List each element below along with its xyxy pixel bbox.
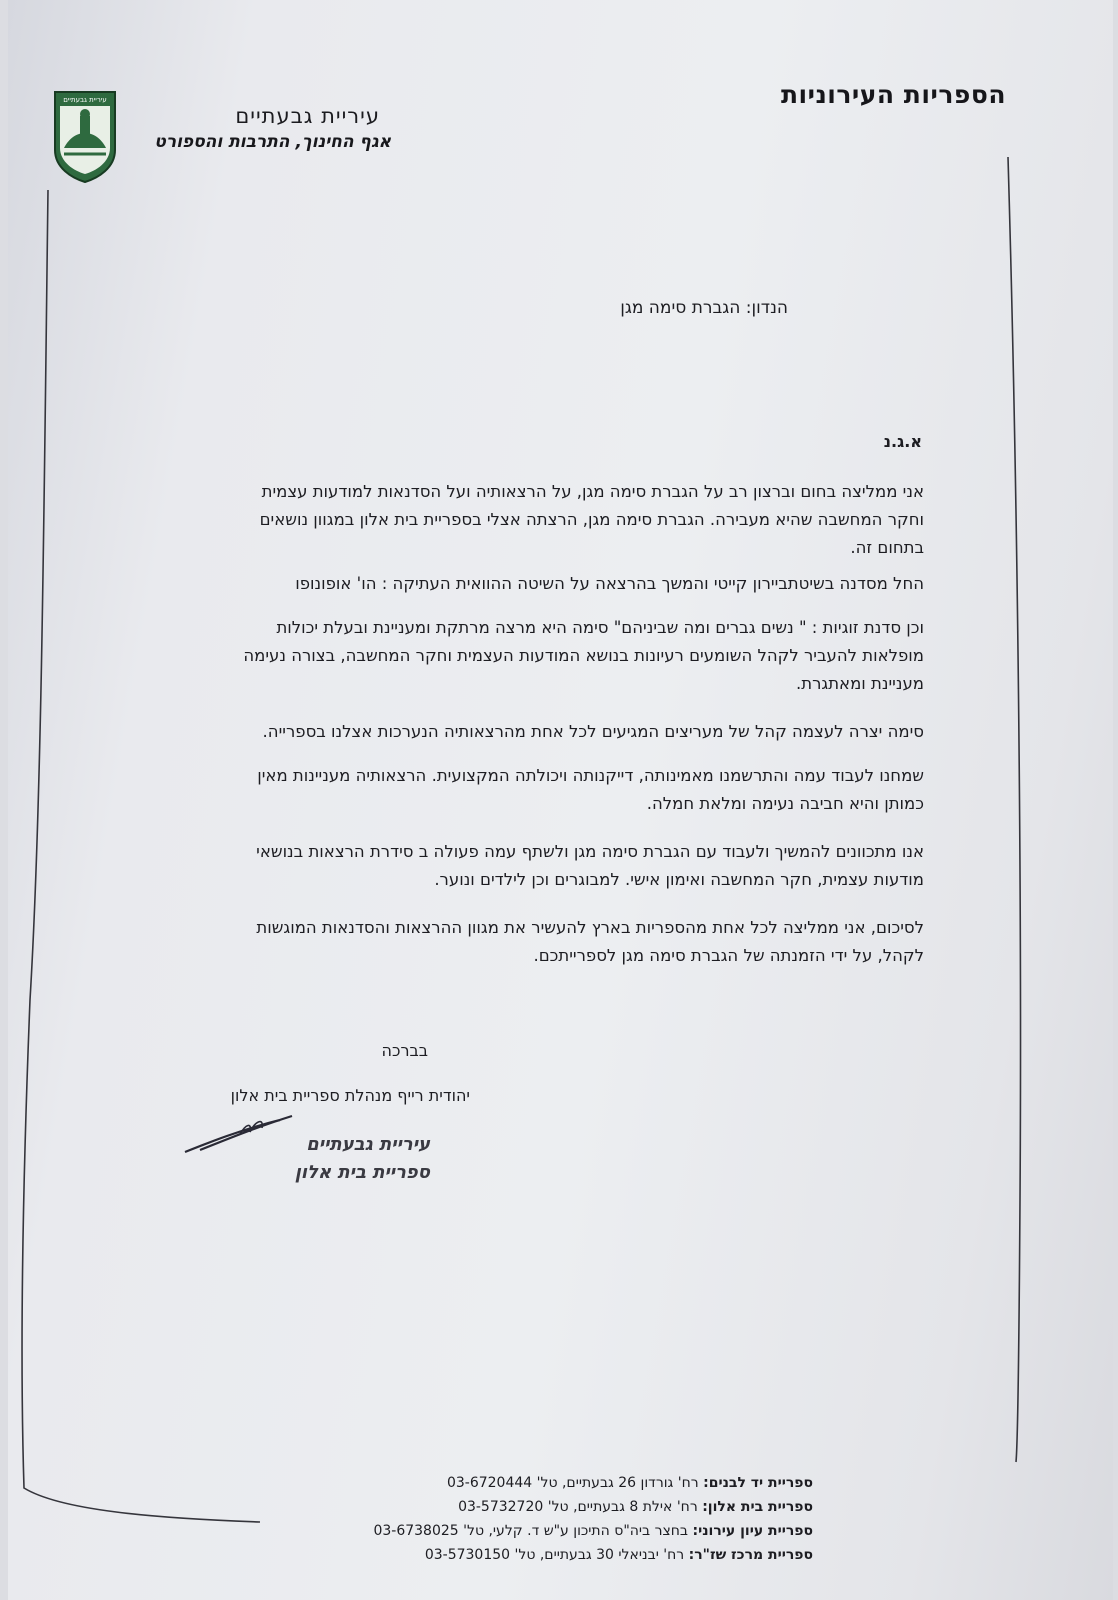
paragraph-recommendation: אני ממליצה בחום וברצון רב על הגברת סימה מגן, על הרצאותיה ועל הסדנאות למודעות עצמית וחקר המחשבה שהיא מעבירה. הגברת סימה מגן, הרצתה אצלי בספריית בית אלון במגוון נושאים בתחום זה. — [259, 482, 924, 557]
subject-line: הנדון: הגברת סימה מגן — [620, 298, 788, 318]
department-name: אגף החינוך, התרבות והספורט — [154, 132, 391, 152]
paragraph-workshop: החל מסדנה בשיטתביירון קייטי והמשך בהרצאה על השיטה ההוואית העתיקה : הו' אופונופו — [295, 574, 924, 593]
signer-name: יהודית רייף מנהלת ספריית בית אלון — [230, 1086, 470, 1105]
handwritten-signature — [180, 1112, 300, 1172]
org-title: הספריות העירוניות — [780, 80, 1006, 109]
paragraph-summary: לסיכום, אני ממליצה לכל אחת מהספריות בארץ להעשיר את מגוון ההרצאות והסדנאות המוגשות לקהל, על ידי הזמנתה של הגברת סימה מגן לספרייתכם. — [256, 918, 924, 965]
footer-row: ספריית בית אלון: רח' אילת 8 גבעתיים, טל' 03-5732720 — [458, 1499, 813, 1515]
closing: בברכה — [381, 1041, 428, 1060]
municipality-logo — [50, 88, 120, 184]
svg-text:עיריית גבעתיים: עיריית גבעתיים — [63, 96, 107, 104]
city-name: עיריית גבעתיים — [235, 104, 380, 128]
paragraph-future: אנו מתכוונים להמשיך ולעבוד עם הגברת סימה מגן ולשתף עמה פעולה ב סידרת הרצאות בנושאי מודעות עצמית, חקר המחשבה ואימון אישי. למבוגרים וכן לילדים ונוער. — [256, 842, 924, 889]
greeting: א.ג.נ — [883, 432, 922, 451]
library-stamp: עיריית גבעתיים ספריית בית אלון — [294, 1134, 430, 1183]
paragraph-impression: שמחנו לעבוד עמה והתרשמנו מאמינותה, דייקנותה ויכולתה המקצועית. הרצאותיה מעניינות מאין כמותן והיא חביבה נעימה ומלאת חמלה. — [257, 766, 924, 813]
paragraph-audience: סימה יצרה לעצמה קהל של מעריצים המגיעים לכל אחת מהרצאותיה הנערכות אצלנו בספרייה. — [262, 722, 924, 741]
paragraph-couples-workshop: וכן סדנת זוגיות : " נשים גברים ומה שביניהם" סימה היא מרצה מרתקת ומעניינת ובעלת יכולות מופלאות להעביר לקהל השומעים רעיונות בנושא המודעות העצמית וחקר המחשבה, בצורה נעימה מעניינת ומאתגרת. — [243, 618, 924, 693]
footer-addresses — [373, 1471, 813, 1567]
footer-row: ספריית מרכז שז"ר: רח' יבניאלי 30 גבעתיים, טל' 03-5730150 — [424, 1547, 813, 1563]
footer-row: ספריית עיון עירוני: בחצר ביה"ס התיכון ע"ש ד. קלעי, טל' 03-6738025 — [373, 1523, 813, 1539]
footer-row: ספריית יד לבנים: רח' גורדון 26 גבעתיים, טל' 03-6720444 — [446, 1475, 813, 1491]
